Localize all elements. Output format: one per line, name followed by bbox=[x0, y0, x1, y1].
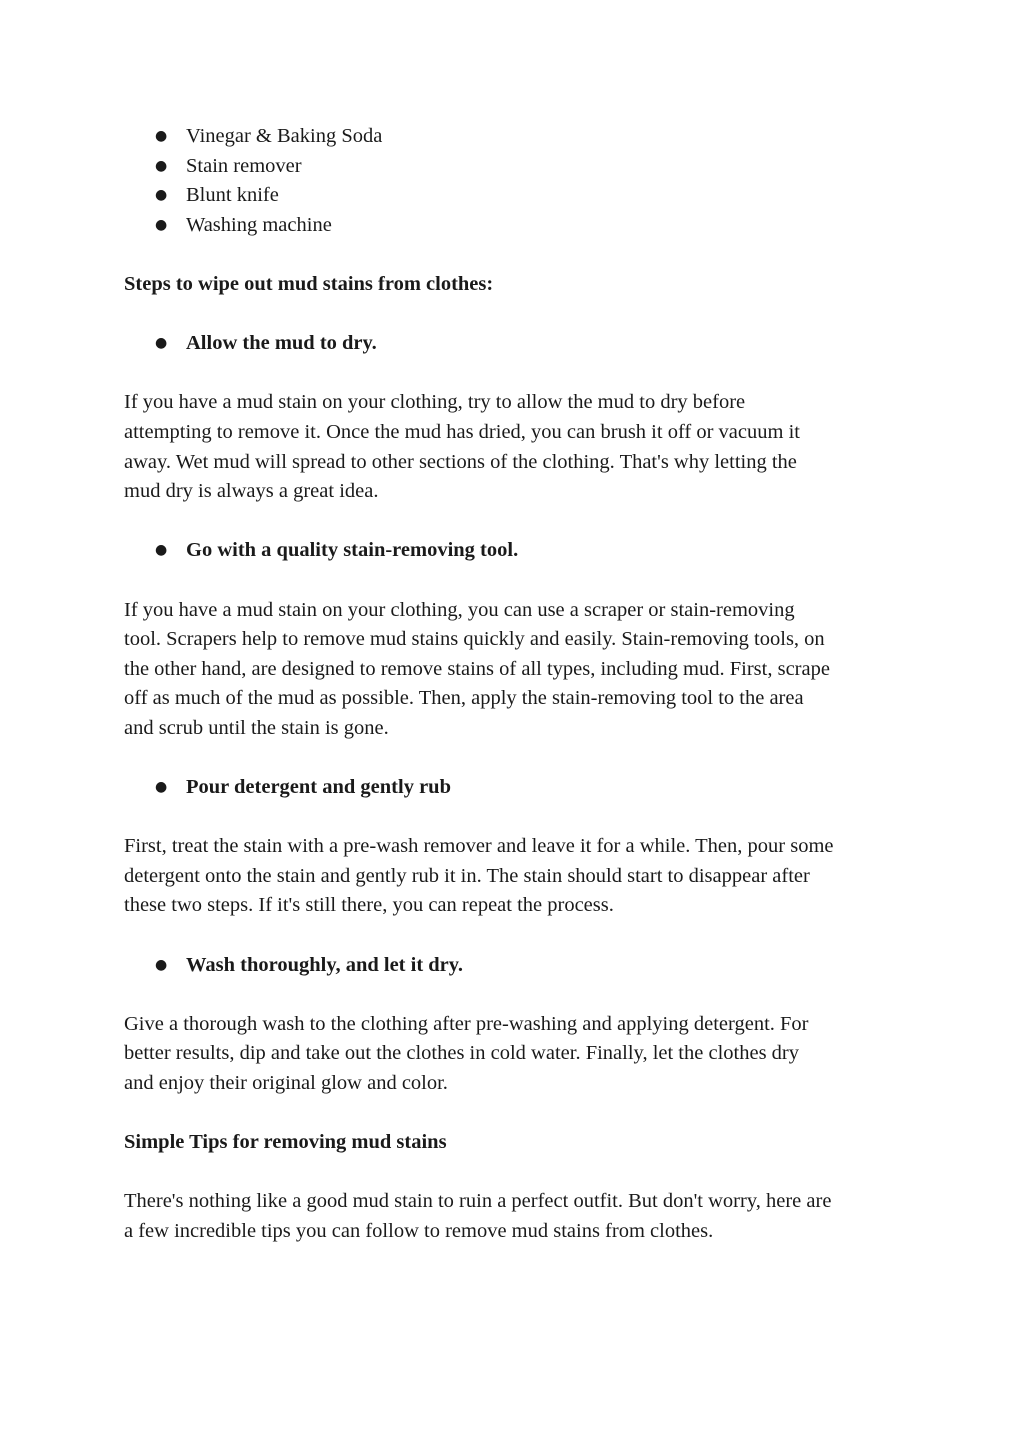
step-title bbox=[124, 329, 904, 359]
paragraph-line: and scrub until the stain is gone. bbox=[124, 716, 389, 739]
material-label: Washing machine bbox=[186, 213, 332, 236]
list-item bbox=[124, 122, 904, 152]
document-page bbox=[124, 122, 904, 1247]
step-paragraph bbox=[124, 832, 904, 921]
bullet-icon: ● bbox=[155, 157, 168, 174]
paragraph-line: There's nothing like a good mud stain to ruin a perfect outfit. But don't worry, here are bbox=[124, 1190, 832, 1213]
paragraph-line: detergent onto the stain and gently rub it in. The stain should start to disappear after bbox=[124, 864, 810, 887]
step-paragraph bbox=[124, 1010, 904, 1099]
paragraph-line: Give a thorough wash to the clothing after pre-washing and applying detergent. For bbox=[124, 1012, 809, 1035]
paragraph-line: attempting to remove it. Once the mud has dried, you can brush it off or vacuum it bbox=[124, 420, 800, 443]
list-item bbox=[124, 181, 904, 211]
tips-heading: Simple Tips for removing mud stains bbox=[124, 1131, 447, 1154]
step-title-text: Wash thoroughly, and let it dry. bbox=[186, 953, 464, 976]
paragraph-line: better results, dip and take out the clothes in cold water. Finally, let the clothes dry bbox=[124, 1042, 799, 1065]
bullet-icon: ● bbox=[155, 216, 168, 233]
paragraph-line: mud dry is always a great idea. bbox=[124, 480, 379, 503]
bullet-icon: ● bbox=[155, 128, 168, 144]
step-title-text: Allow the mud to dry. bbox=[186, 332, 377, 355]
bullet-icon: ● bbox=[155, 779, 168, 796]
steps-heading: Steps to wipe out mud stains from clothes: bbox=[124, 272, 494, 295]
paragraph-line: the other hand, are designed to remove stains of all types, including mud. First, scrape bbox=[124, 657, 830, 680]
material-label: Blunt knife bbox=[186, 184, 279, 207]
step-title bbox=[124, 773, 904, 803]
bullet-icon: ● bbox=[155, 956, 168, 973]
paragraph-line: tool. Scrapers help to remove mud stains quickly and easily. Stain-removing tools, on bbox=[124, 628, 825, 651]
material-label: Vinegar & Baking Soda bbox=[186, 125, 383, 147]
bullet-icon: ● bbox=[155, 335, 168, 352]
step-title-text: Pour detergent and gently rub bbox=[186, 776, 451, 799]
paragraph-line: If you have a mud stain on your clothing, try to allow the mud to dry before bbox=[124, 391, 746, 414]
list-item bbox=[124, 211, 904, 241]
bullet-icon: ● bbox=[155, 542, 168, 559]
paragraph-line: away. Wet mud will spread to other sections of the clothing. That's why letting the bbox=[124, 450, 797, 473]
paragraph-line: If you have a mud stain on your clothing, you can use a scraper or stain-removing bbox=[124, 598, 795, 621]
step-paragraph bbox=[124, 596, 904, 744]
step-title bbox=[124, 536, 904, 566]
bullet-icon: ● bbox=[155, 187, 168, 204]
paragraph-line: First, treat the stain with a pre-wash remover and leave it for a while. Then, pour some bbox=[124, 835, 834, 858]
paragraph-line: and enjoy their original glow and color. bbox=[124, 1072, 448, 1094]
paragraph-line: these two steps. If it's still there, you can repeat the process. bbox=[124, 894, 614, 917]
materials-list bbox=[124, 122, 904, 240]
step-title bbox=[124, 951, 904, 981]
step-title-text: Go with a quality stain-removing tool. bbox=[186, 539, 519, 562]
material-label: Stain remover bbox=[186, 154, 302, 177]
list-item bbox=[124, 152, 904, 182]
paragraph-line: off as much of the mud as possible. Then, apply the stain-removing tool to the area bbox=[124, 687, 804, 710]
tips-paragraph bbox=[124, 1187, 904, 1246]
step-paragraph bbox=[124, 388, 904, 506]
paragraph-line: a few incredible tips you can follow to remove mud stains from clothes. bbox=[124, 1219, 714, 1242]
